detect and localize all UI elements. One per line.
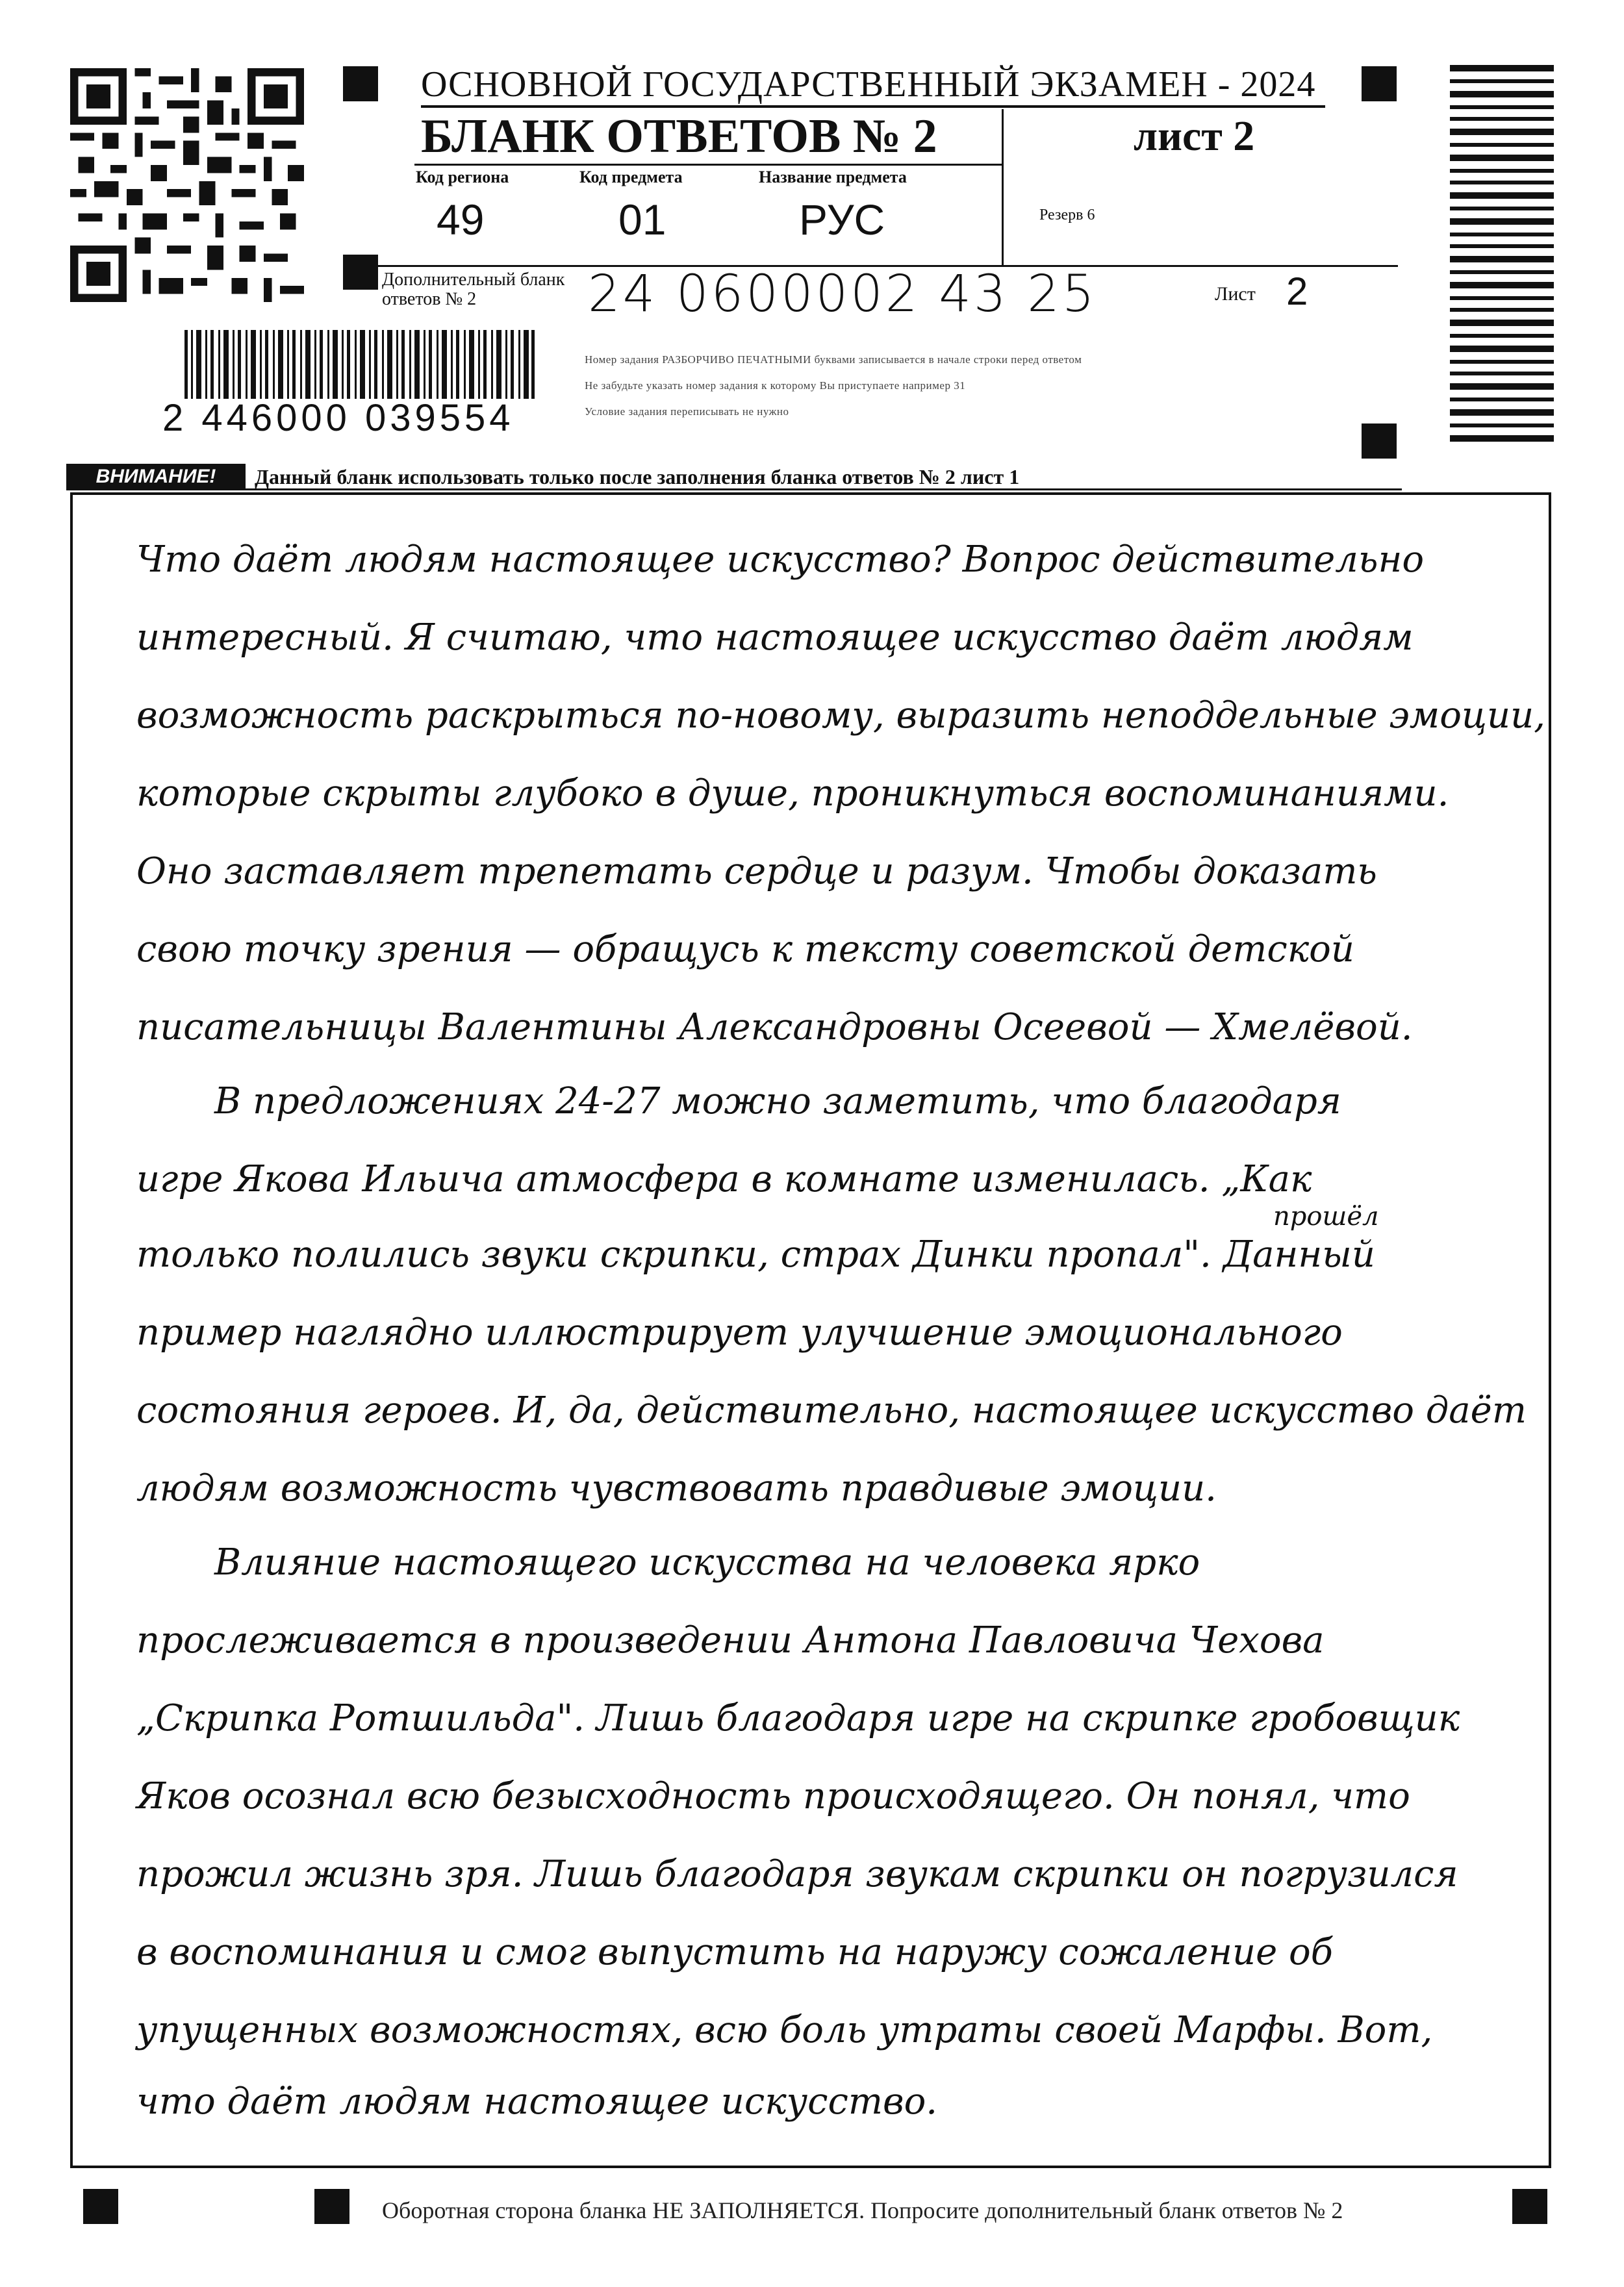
registration-marker xyxy=(1512,2189,1547,2224)
answer-line: возможность раскрыться по-новому, выразить неподдельные эмоции, xyxy=(136,694,1545,737)
answer-line: прослеживается в произведении Антона Павловича Чехова xyxy=(136,1619,1325,1662)
instruction-note: Номер задания РАЗБОРЧИВО ПЕЧАТНЫМИ буквами записывается в начале строки перед ответом xyxy=(585,353,1082,366)
answer-line: свою точку зрения — обращусь к тексту советской детской xyxy=(136,928,1354,970)
sheet-small-value: 2 xyxy=(1286,270,1308,313)
answer-line: которые скрыты глубоко в душе, проникнуться воспоминаниями. xyxy=(136,772,1449,815)
instruction-note: Не забудьте указать номер задания к которому Вы приступаете например 31 xyxy=(585,379,966,392)
answer-line: игре Якова Ильича атмосфера в комнате изменилась. „Как xyxy=(136,1158,1312,1200)
answer-line: упущенных возможностях, всю боль утраты своей Марфы. Вот, xyxy=(136,2009,1433,2051)
registration-marker xyxy=(343,255,378,290)
registration-marker xyxy=(314,2189,349,2224)
warning-text: Данный бланк использовать только после заполнения бланка ответов № 2 лист 1 xyxy=(255,465,1020,488)
registration-marker xyxy=(83,2189,118,2224)
registration-marker xyxy=(1362,66,1397,101)
subject-name-value: РУС xyxy=(799,196,885,244)
answer-line: Оно заставляет трепетать сердце и разум. Чтобы доказать xyxy=(136,850,1377,892)
answer-line: только полились звуки скрипки, страх Динки пропал". Данный xyxy=(136,1233,1375,1276)
footer-note: Оборотная сторона бланка НЕ ЗАПОЛНЯЕТСЯ. Попросите дополнительный бланк ответов № 2 xyxy=(382,2197,1343,2223)
correction-text: прошёл xyxy=(1273,1202,1379,1232)
instruction-note: Условие задания переписывать не нужно xyxy=(585,405,789,418)
answer-line: „Скрипка Ротшильда". Лишь благодаря игре на скрипке гробовщик xyxy=(136,1697,1460,1739)
warning-underline xyxy=(66,488,1402,490)
answer-line: прожил жизнь зря. Лишь благодаря звукам скрипки он погрузился xyxy=(136,1853,1458,1895)
registration-marker xyxy=(343,66,378,101)
barcode xyxy=(184,330,535,399)
header-divider xyxy=(414,164,1002,166)
region-value: 49 xyxy=(437,196,485,244)
answer-line: интересный. Я считаю, что настоящее искусство даёт людям xyxy=(136,616,1414,659)
header-divider xyxy=(1002,109,1004,266)
reserve-label: Резерв 6 xyxy=(1039,207,1095,223)
answer-line: Влияние настоящего искусства на человека ярко xyxy=(214,1541,1200,1584)
answer-line: пример наглядно иллюстрирует улучшение эмоционального xyxy=(136,1311,1343,1354)
registration-marker xyxy=(1362,423,1397,459)
exam-title: ОСНОВНОЙ ГОСУДАРСТВЕННЫЙ ЭКЗАМЕН - 2024 xyxy=(421,64,1316,105)
sheet-small-label: Лист xyxy=(1215,283,1256,305)
subject-code-label: Код предмета xyxy=(579,168,683,186)
answer-line: что даёт людям настоящее искусство. xyxy=(136,2080,938,2123)
warning-badge: ВНИМАНИЕ! xyxy=(66,464,246,490)
additional-form-label: Дополнительный бланк ответов № 2 xyxy=(382,270,565,309)
subject-code-value: 01 xyxy=(618,196,666,244)
answer-line: писательницы Валентины Александровны Осеевой — Хмелёвой. xyxy=(136,1006,1413,1048)
qr-code xyxy=(70,65,304,305)
answer-line: в воспоминания и смог выпустить на наружу сожаление об xyxy=(136,1931,1333,1973)
barcode-number: 2 446000 039554 xyxy=(162,397,514,439)
region-label: Код региона xyxy=(416,168,509,186)
title-underline xyxy=(421,105,1325,108)
answer-line: состояния героев. И, да, действительно, настоящее искусство даёт xyxy=(136,1389,1527,1432)
answer-line: Что даёт людям настоящее искусство? Вопрос действительно xyxy=(136,538,1425,581)
answer-line: Яков осознал всю безысходность происходящего. Он понял, что xyxy=(136,1775,1410,1817)
additional-form-number: 24 0600002 43 25 xyxy=(588,265,1097,323)
sheet-label: лист 2 xyxy=(1134,112,1255,160)
answer-line: людям возможность чувствовать правдивые эмоции. xyxy=(136,1467,1217,1510)
subject-name-label: Название предмета xyxy=(759,168,907,186)
answer-line: В предложениях 24-27 можно заметить, что благодаря xyxy=(214,1080,1341,1122)
form-title: БЛАНК ОТВЕТОВ № 2 xyxy=(421,110,937,163)
side-barcode xyxy=(1450,65,1554,455)
